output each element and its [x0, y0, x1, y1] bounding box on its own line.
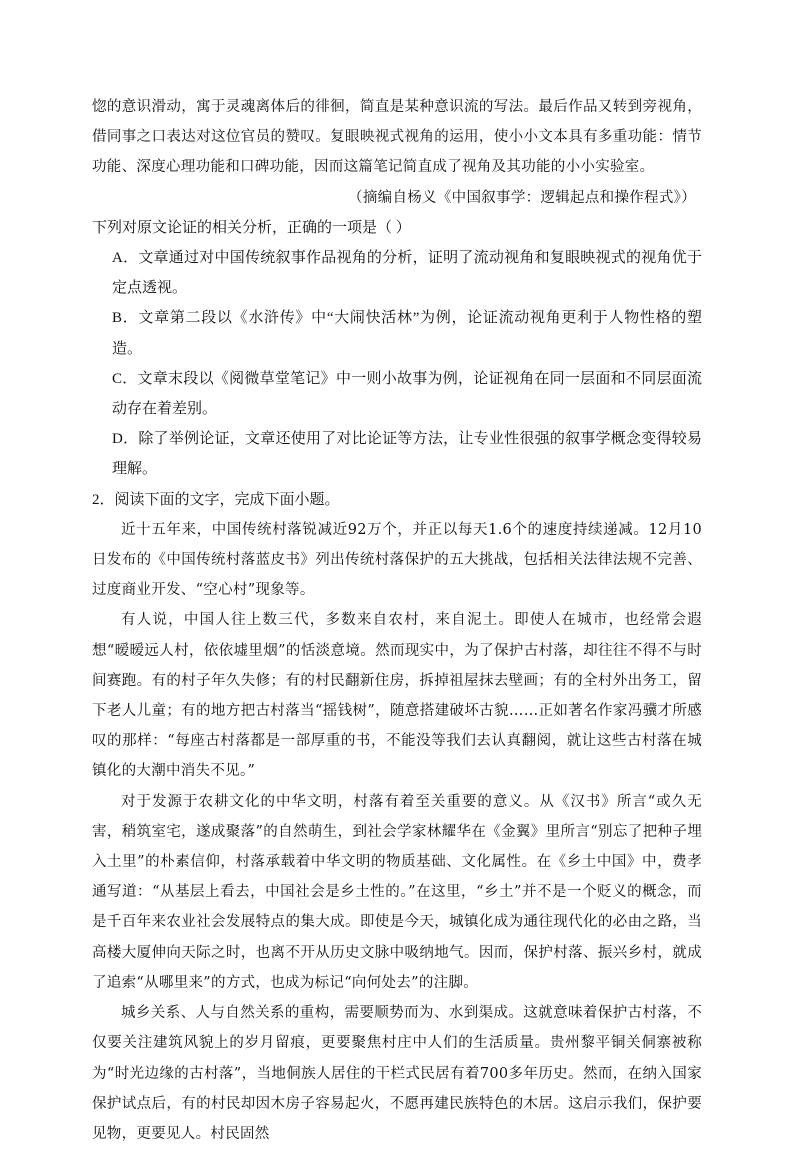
passage2: [92, 515, 702, 1149]
option-b[interactable]: B．文章第二段以《水浒传》中“大闹快活林”为例，论证流动视角更利于人物性格的塑造。: [112, 310, 702, 357]
option-c[interactable]: C．文章末段以《阅微草堂笔记》中一则小故事为例，论证视角在同一层面和不同层面流动存在着差别。: [112, 370, 702, 418]
passage2-paragraph: 城乡关系、人与自然关系的重构，需要顺势而为、水到渠成。这就意味着保护古村落，不仅要关注建筑风貌上的岁月留痕，更要聚焦村庄中人们的生活质量。贵州黎平铜关侗寨被称为“时光边缘的古村落”，当地侗族人居住的干栏式民居有着700多年历史。然而，在纳入国家保护试点后，有的村民却因木房子容易起火，不愿再建民族特色的木居。这启示我们，保护要见物，更要见人。村民固然: [92, 1005, 702, 1142]
passage1-source: （摘编自杨义《中国叙事学：逻辑起点和操作程式》）: [348, 189, 696, 206]
option-d[interactable]: D．除了举例论证，文章还使用了对比论证等方法，让专业性很强的叙事学概念变得较易理解。: [112, 431, 702, 478]
passage2-paragraph: 有人说，中国人往上数三代，多数来自农村，来自泥土。即使人在城市，也经常会遐想“暧暧远人村，依依墟里烟”的恬淡意境。然而现实中，为了保护古村落，却往往不得不与时间赛跑。有的村子年久失修；有的村民翻新住房，拆掉祖屋抹去壁画；有的全村外出务工，留下老人儿童；有的地方把古村落当“摇钱树”，随意搭建破坏古貌……正如著名作家冯骥才所感叹的那样：“每座古村落都是一部厚重的书，不能没等我们去认真翻阅，就让这些古村落在城镇化的大潮中消失不见。”: [92, 612, 702, 780]
option-a[interactable]: A．文章通过对中国传统叙事作品视角的分析，证明了流动视角和复眼映视式的视角优于定点透视。: [112, 250, 702, 297]
passage1-ending: 惚的意识滑动，寓于灵魂离体后的徘徊，简直是某种意识流的写法。最后作品又转到旁视角，借同事之口表达对这位官员的赞叹。复眼映视式视角的运用，使小小文本具有多重功能：情节功能、深度心理功能和口碑功能，因而这篇笔记简直成了视角及其功能的小小实验室。: [92, 99, 702, 176]
question2-stem: 2．阅读下面的文字，完成下面小题。: [92, 491, 340, 508]
passage2-paragraph: 对于发源于农耕文化的中华文明，村落有着至关重要的意义。从《汉书》所言“或久无害，稍筑室宅，遂成聚落”的自然萌生，到社会学家林耀华在《金翼》里所言“别忘了把种子埋入土里”的朴素信仰，村落承载着中华文明的物质基础、文化属性。在《乡土中国》中，费孝通写道：“从基层上看去，中国社会是乡土性的。”在这里，“乡土”并不是一个贬义的概念，而是千百年来农业社会发展特点的集大成。即使是今天，城镇化成为通往现代化的必由之路，当高楼大厦伸向天际之时，也离不开从历史文脉中吸纳地气。因而，保护村落、振兴乡村，就成了追索“从哪里来”的方式，也成为标记“向何处去”的注脚。: [92, 793, 702, 991]
question1-stem: 下列对原文论证的相关分析，正确的一项是（ ）: [92, 219, 411, 236]
question1-options: [92, 243, 702, 485]
passage2-paragraph: 近十五年来，中国传统村落锐减近92万个，并正以每天1.6个的速度持续递减。12月10日发布的《中国传统村落蓝皮书》列出传统村落保护的五大挑战，包括相关法律法规不完善、过度商业开发、“空心村”现象等。: [92, 521, 702, 599]
document-page: [92, 92, 702, 1149]
